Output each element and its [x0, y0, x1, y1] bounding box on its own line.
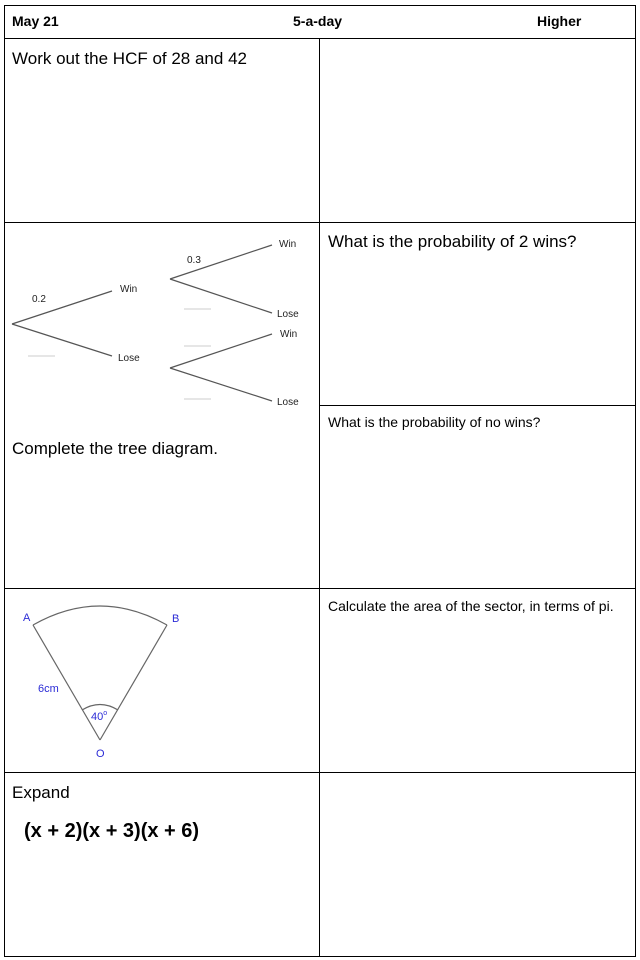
tree-diagram [0, 223, 319, 423]
q1-text: Work out the HCF of 28 and 42 [12, 49, 247, 68]
point-a: A [23, 612, 31, 624]
angle-arc [82, 705, 118, 711]
sector-diagram [0, 589, 319, 771]
q2-instruction: Complete the tree diagram. [12, 439, 218, 458]
label-lose-2a: Lose [277, 309, 299, 320]
label-win-2a: Win [279, 239, 297, 250]
prob-win-1: 0.2 [32, 294, 46, 305]
branch-lose-2a [170, 279, 272, 313]
header-level: Higher [537, 13, 582, 29]
branch-win-1 [12, 291, 112, 324]
angle-label: 40$^o$ [91, 710, 108, 723]
branch-win-2a [170, 245, 272, 279]
header-date: May 21 [12, 13, 59, 29]
sector-arc [33, 606, 167, 625]
q3-text: Calculate the area of the sector, in terms of pi. [328, 598, 614, 614]
branch-win-2b [170, 334, 272, 368]
radius-label: 6cm [38, 683, 59, 695]
point-o: O [96, 748, 105, 760]
row-divider-4 [4, 772, 636, 773]
prob-win-2: 0.3 [187, 255, 201, 266]
branch-lose-1 [12, 324, 112, 356]
vertical-divider [319, 39, 320, 957]
label-win-1: Win [120, 284, 138, 295]
worksheet-frame [4, 5, 636, 957]
row-divider-2 [319, 405, 636, 406]
branch-lose-2b [170, 368, 272, 401]
label-win-2b: Win [280, 329, 298, 340]
header-title: 5-a-day [293, 13, 343, 29]
label-lose-1: Lose [118, 353, 140, 364]
q2-part-a: What is the probability of 2 wins? [328, 232, 577, 251]
radius-ob [100, 625, 167, 740]
q2-part-b: What is the probability of no wins? [328, 414, 541, 430]
label-lose-2b: Lose [277, 397, 299, 408]
q4-label: Expand [12, 783, 70, 802]
q4-expression: (x + 2)(x + 3)(x + 6) [24, 820, 200, 842]
point-b: B [172, 613, 180, 625]
